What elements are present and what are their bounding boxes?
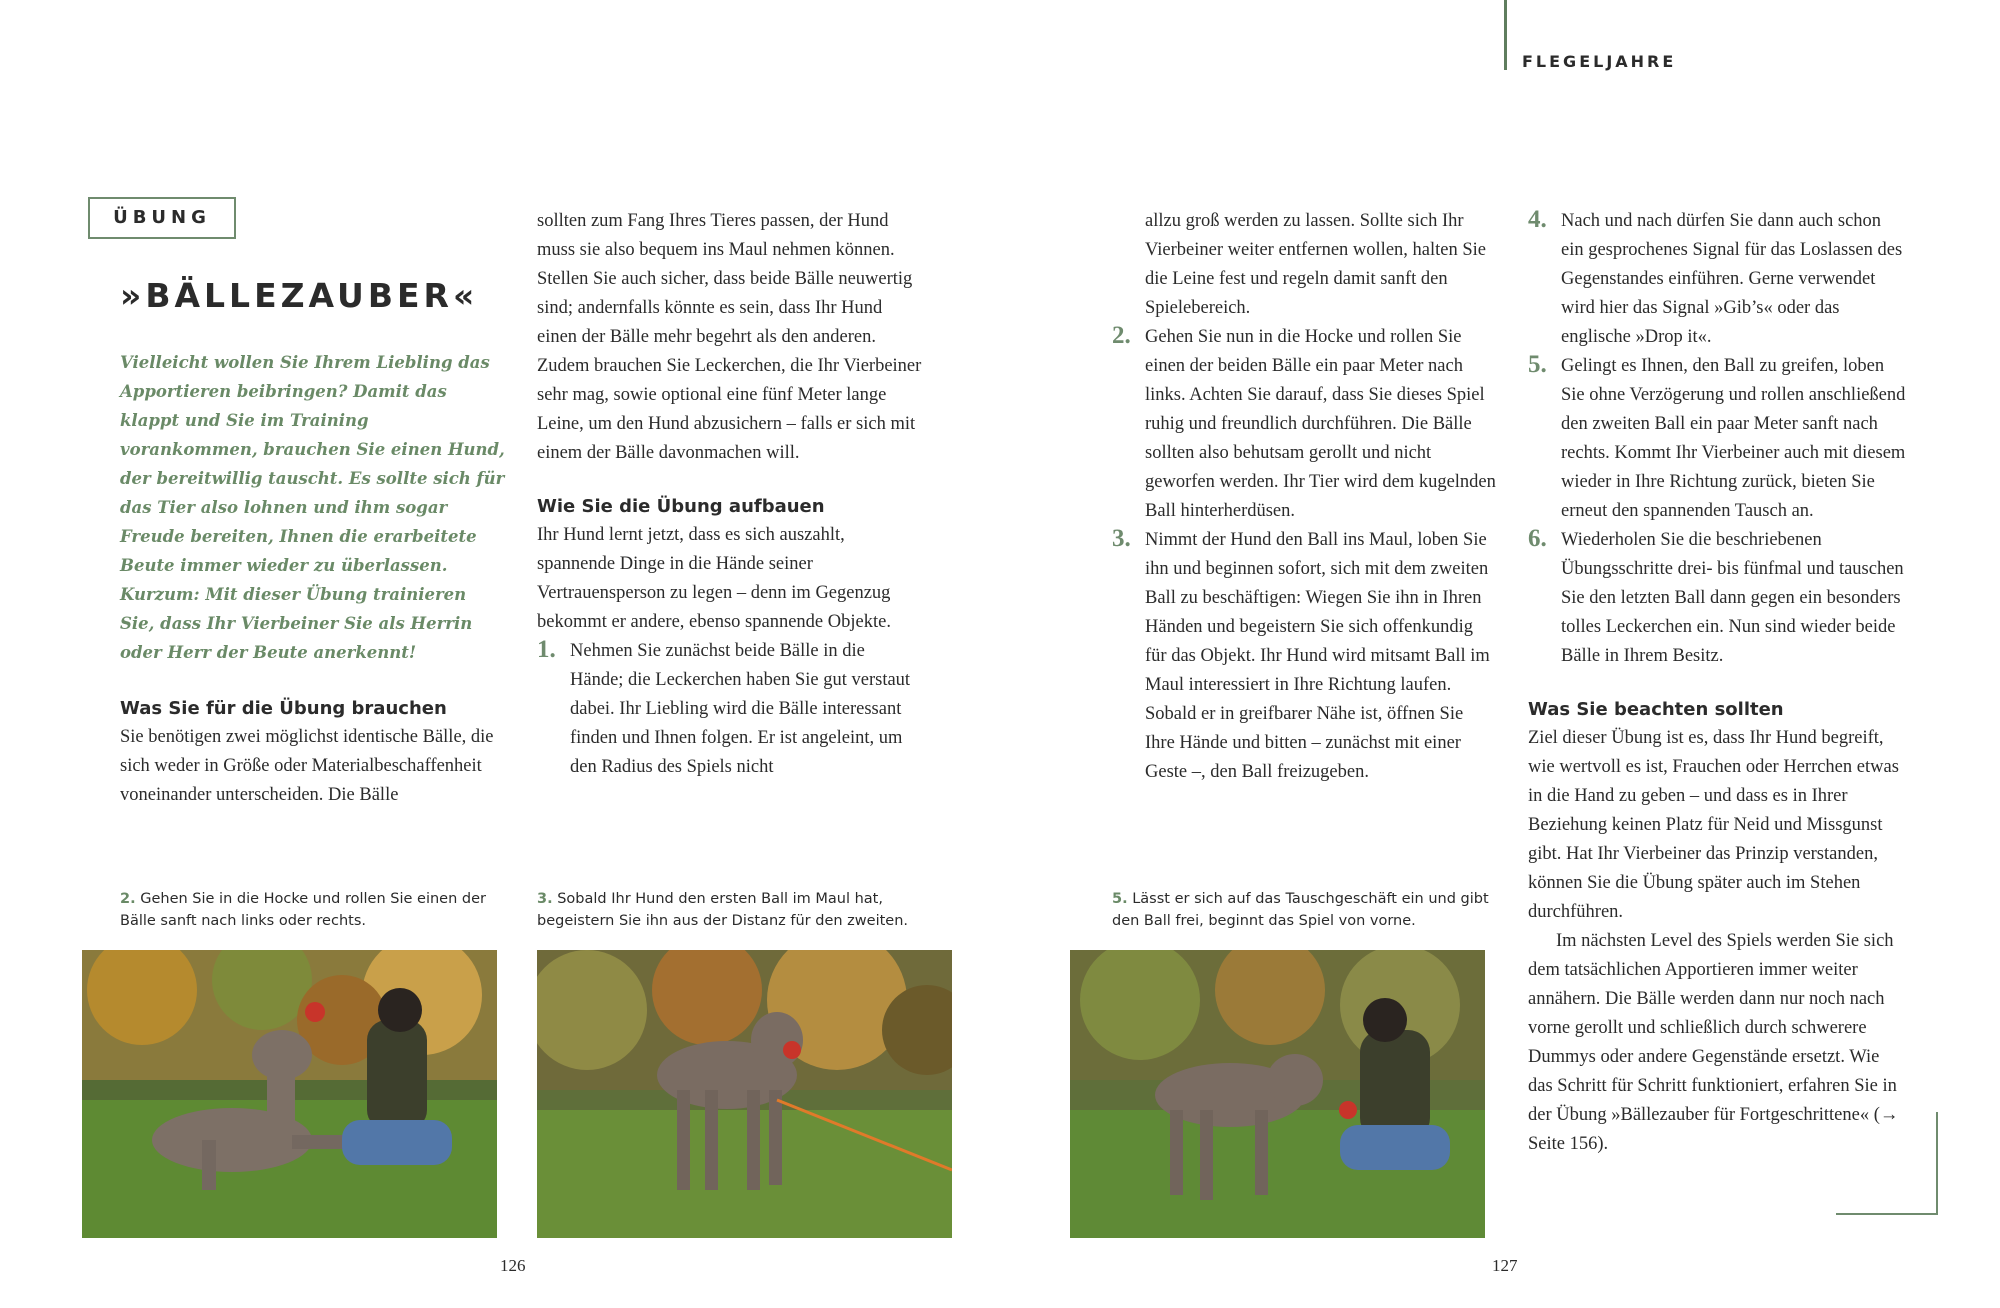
page-number-left: 126 [500,1256,526,1275]
step-1-text-continued: allzu groß werden zu lassen. Sollte sich Ihr Vierbeiner weiter entfernen wollen, halten Sie die Leine fest und regeln damit sanft den Spielebereich. [1145,211,1486,318]
caption-1-text: Gehen Sie in die Hocke und rollen Sie einen der Bälle sanft nach links oder rechts. [120,891,486,929]
step-5-text: Gelingt es Ihnen, den Ball zu greifen, loben Sie ohne Verzögerung und rollen anschließend den zweiten Ball ein paar Meter sanft nach rechts. Kommt Ihr Vierbeiner auch mit diesem wieder in Ihre Richtung zurück, bieten Sie erneut den spannenden Tausch an. [1561,356,1906,521]
step-4-number: 4. [1528,206,1547,233]
step-3 [1112,526,1497,787]
step-1-number: 1. [537,636,556,663]
header-rule [1504,0,1507,70]
caption-photo-1 [120,888,495,932]
build-heading: Wie Sie die Übung aufbauen [537,496,825,517]
step-6 [1528,526,1908,671]
step-1 [537,637,922,782]
step-3-text: Nimmt der Hund den Ball ins Maul, loben Sie ihn und beginnen sofort, sich mit dem zweiten Ball zu beschäftigen: Wiegen Sie ihn in Ihren Händen und begeistern Sie sich offenkundig für das Objekt. Ihr Hund wird mitsamt Ball im Maul interessiert in Ihre Richtung laufen. Sobald er in greifbarer Nähe ist, öffnen Sie Ihre Hände und bitten – zunächst mit einer Geste –, den Ball freizugeben. [1145,530,1490,782]
step-2-number: 2. [1112,322,1131,349]
column-2 [537,207,922,782]
needs-text-2: sollten zum Fang Ihres Tieres passen, der Hund muss sie also bequem ins Maul nehmen können. Stellen Sie auch sicher, dass beide Bälle neuwertig sind; andernfalls könnte es sein, dass Ihr Hund einen der Bälle mehr begehrt als den anderen. Zudem brauchen Sie Leckerchen, die Ihr Vierbeiner sehr mag, sowie optional eine fünf Meter lange Leine, um den Hund abzusichern – falls er sich mit einem der Bälle davonmachen will. [537,211,922,463]
corner-rule-horizontal [1836,1213,1938,1215]
step-1-text: Nehmen Sie zunächst beide Bälle in die Hände; die Leckerchen haben Sie gut verstaut dabei. Ihr Liebling wird die Bälle interessant finden und Ihnen folgen. Er ist angeleint, um den Radius des Spiels nicht [570,641,911,777]
caption-photo-2 [537,888,912,932]
page-number-right: 127 [1492,1256,1518,1275]
step-6-number: 6. [1528,525,1547,552]
needs-text-1: Sie benötigen zwei möglichst identische Bälle, die sich weder in Größe oder Materialbeschaffenheit voneinander unterscheiden. Die Bälle [120,727,494,805]
photo-dog-standing [537,950,952,1238]
running-header: FLEGELJAHRE [1522,52,1677,71]
caption-2-number: 3. [537,891,553,907]
build-intro: Ihr Hund lernt jetzt, dass es sich auszahlt, spannende Dinge in die Hände seiner Vertrauensperson zu legen – denn im Gegenzug bekommt er andere, ebenso spannende Objekte. [537,525,891,632]
step-2 [1112,323,1497,526]
caption-photo-3 [1112,888,1497,932]
caption-2-text: Sobald Ihr Hund den ersten Ball im Maul hat, begeistern Sie ihn aus der Distanz für den zweiten. [537,891,909,929]
exercise-title: »BÄLLEZAUBER« [120,276,479,315]
exercise-label-box: ÜBUNG [88,197,236,239]
column-1-needs [120,694,505,810]
step-6-text: Wiederholen Sie die beschriebenen Übungsschritte drei- bis fünfmal und tauschen Sie den letzten Ball dann gegen ein besonders tolles Leckerchen ein. Nun sind wieder beide Bälle in Ihrem Besitz. [1561,530,1904,666]
step-4 [1528,207,1908,352]
notes-heading: Was Sie beachten sollten [1528,699,1784,720]
step-5-number: 5. [1528,351,1547,378]
column-3 [1112,207,1497,787]
notes-para-1: Ziel dieser Übung ist es, dass Ihr Hund begreift, wie wertvoll es ist, Frauchen oder Herrchen etwas in die Hand zu geben – und dass es in Ihrer Beziehung keinen Platz für Neid und Missgunst gibt. Hat Ihr Vierbeiner das Prinzip verstanden, können Sie die Übung später auch im Stehen durchführen. [1528,728,1899,922]
column-4 [1528,207,1908,1159]
needs-heading: Was Sie für die Übung brauchen [120,698,447,719]
notes-para-2: Im nächsten Level des Spiels werden Sie sich dem tatsächlichen Apportieren immer weiter annähern. Die Bälle werden dann nur noch nach vorne gerollt und schließlich durch schwerere Dummys oder andere Gegenstände ersetzt. Wie das Schritt für Schritt funktioniert, erfahren Sie in der Übung »Bällezauber für Fortgeschrittene« (→ Seite 156). [1528,931,1899,1154]
photo-dog-exchange [1070,950,1485,1238]
step-2-text: Gehen Sie nun in die Hocke und rollen Sie einen der beiden Bälle ein paar Meter nach links. Achten Sie darauf, dass Sie dieses Spiel ruhig und freundlich durchführen. Die Bälle sollten also behutsam gerollt und nicht geworfen werden. Ihr Tier wird dem kugelnden Ball hinterherdüsen. [1145,327,1496,521]
step-4-text: Nach und nach dürfen Sie dann auch schon ein gesprochenes Signal für das Loslassen des Gegenstandes einführen. Gerne verwendet wird hier das Signal »Gib’s« oder das englische »Drop it«. [1561,211,1903,347]
caption-1-number: 2. [120,891,136,907]
step-3-number: 3. [1112,525,1131,552]
step-5 [1528,352,1908,526]
exercise-intro: Vielleicht wollen Sie Ihrem Liebling das Apportieren beibringen? Damit das klappt und Sie im Training vorankommen, brauchen Sie einen Hund, der bereitwillig tauscht. Es sollte sich für das Tier also lohnen und ihm sogar Freude bereiten, Ihnen die erarbeitete Beute immer wieder zu überlassen. Kurzum: Mit dieser Übung trainieren Sie, dass Ihr Vierbeiner Sie als Herrin oder Herr der Beute anerkennt! [120,353,505,662]
photo-dog-crouching [82,950,497,1238]
caption-3-text: Lässt er sich auf das Tauschgeschäft ein und gibt den Ball frei, beginnt das Spiel von vorne. [1112,891,1489,929]
corner-rule-vertical [1936,1112,1938,1215]
caption-3-number: 5. [1112,891,1128,907]
